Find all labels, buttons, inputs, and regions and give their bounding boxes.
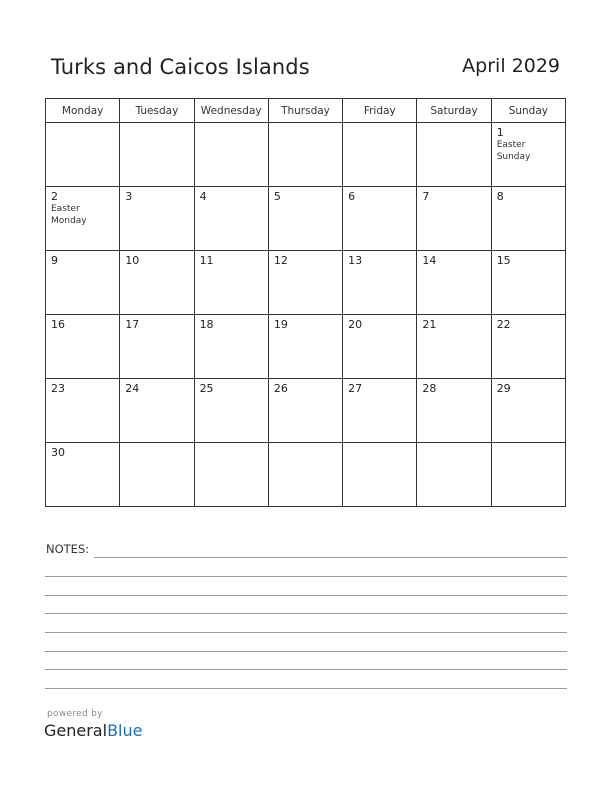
day-cell[interactable] xyxy=(491,251,565,315)
brand-general: General xyxy=(44,721,108,740)
notes-label: NOTES: xyxy=(46,542,90,556)
day-number: 27 xyxy=(348,382,363,395)
notes-line xyxy=(45,576,567,577)
day-number: 12 xyxy=(273,254,288,267)
day-cell[interactable] xyxy=(46,379,120,443)
day-cell[interactable] xyxy=(194,315,268,379)
notes-line xyxy=(45,613,567,614)
day-cell[interactable] xyxy=(194,379,268,443)
weekday-monday: Monday xyxy=(46,99,120,123)
day-cell[interactable] xyxy=(343,123,417,187)
notes-line xyxy=(45,669,567,670)
week-row xyxy=(46,251,566,315)
week-row xyxy=(46,315,566,379)
day-number: 20 xyxy=(348,318,363,331)
powered-by-text: powered by xyxy=(47,709,103,719)
day-cell[interactable] xyxy=(194,123,268,187)
day-cell[interactable] xyxy=(417,443,491,507)
day-number: 10 xyxy=(125,254,140,267)
day-number: 19 xyxy=(273,318,288,331)
weekday-header-row xyxy=(46,99,566,123)
day-number: 17 xyxy=(125,318,140,331)
calendar-grid xyxy=(45,98,566,507)
day-number: 25 xyxy=(199,382,214,395)
day-number: 2 xyxy=(51,190,58,203)
notes-line xyxy=(94,557,567,558)
day-number: 1 xyxy=(496,126,504,139)
day-cell[interactable] xyxy=(194,251,268,315)
week-row xyxy=(46,379,566,443)
day-cell[interactable] xyxy=(268,315,342,379)
day-cell[interactable] xyxy=(268,379,342,443)
weekday-wednesday: Wednesday xyxy=(194,99,268,123)
day-number: 13 xyxy=(348,254,363,267)
day-number: 22 xyxy=(496,318,511,331)
day-cell[interactable] xyxy=(343,251,417,315)
day-cell[interactable] xyxy=(194,443,268,507)
notes-line xyxy=(45,632,567,633)
day-cell[interactable] xyxy=(343,443,417,507)
day-number: 18 xyxy=(199,318,214,331)
day-number: 30 xyxy=(51,446,65,459)
day-number: 24 xyxy=(125,382,140,395)
day-number: 11 xyxy=(199,254,214,267)
weekday-sunday: Sunday xyxy=(491,99,565,123)
month-label: April 2029 xyxy=(462,55,560,77)
day-number: 3 xyxy=(125,190,133,203)
weekday-tuesday: Tuesday xyxy=(120,99,194,123)
weekday-thursday: Thursday xyxy=(268,99,342,123)
day-number: 21 xyxy=(422,318,437,331)
holiday-label: Sunday xyxy=(496,152,531,162)
day-cell[interactable] xyxy=(120,443,194,507)
day-cell[interactable] xyxy=(194,187,268,251)
day-number: 9 xyxy=(51,254,58,267)
holiday-label: Monday xyxy=(51,216,87,226)
holiday-label: Easter xyxy=(496,140,526,150)
day-cell[interactable] xyxy=(491,315,565,379)
day-cell[interactable] xyxy=(46,315,120,379)
day-number: 16 xyxy=(51,318,65,331)
day-cell[interactable] xyxy=(417,123,491,187)
day-number: 8 xyxy=(496,190,504,203)
day-number: 6 xyxy=(348,190,356,203)
day-cell[interactable] xyxy=(120,251,194,315)
brand-blue: Blue xyxy=(107,721,143,740)
day-cell[interactable] xyxy=(268,187,342,251)
day-cell[interactable] xyxy=(343,187,417,251)
day-cell[interactable] xyxy=(120,315,194,379)
day-number: 15 xyxy=(496,254,511,267)
day-cell[interactable] xyxy=(491,123,565,187)
day-cell[interactable] xyxy=(120,379,194,443)
weekday-saturday: Saturday xyxy=(417,99,491,123)
day-number: 4 xyxy=(199,190,207,203)
day-cell[interactable] xyxy=(268,443,342,507)
day-number: 23 xyxy=(51,382,65,395)
day-number: 7 xyxy=(422,190,430,203)
day-cell[interactable] xyxy=(343,315,417,379)
day-cell[interactable] xyxy=(491,443,565,507)
day-cell[interactable] xyxy=(46,123,120,187)
weekday-friday: Friday xyxy=(343,99,417,123)
day-cell[interactable] xyxy=(268,123,342,187)
day-cell[interactable] xyxy=(491,379,565,443)
notes-line xyxy=(45,595,567,596)
day-cell[interactable] xyxy=(120,123,194,187)
calendar-title: Turks and Caicos Islands xyxy=(51,55,310,79)
day-cell[interactable] xyxy=(268,251,342,315)
day-cell[interactable] xyxy=(417,187,491,251)
day-cell[interactable] xyxy=(491,187,565,251)
day-number: 28 xyxy=(422,382,437,395)
day-cell[interactable] xyxy=(417,379,491,443)
holiday-label: Easter xyxy=(51,204,80,214)
day-cell[interactable] xyxy=(46,251,120,315)
day-number: 26 xyxy=(273,382,288,395)
day-cell[interactable] xyxy=(46,443,120,507)
day-cell[interactable] xyxy=(46,187,120,251)
week-row xyxy=(46,443,566,507)
day-cell[interactable] xyxy=(417,315,491,379)
day-cell[interactable] xyxy=(343,379,417,443)
week-row xyxy=(46,123,566,187)
day-cell[interactable] xyxy=(417,251,491,315)
day-number: 14 xyxy=(422,254,437,267)
day-number: 29 xyxy=(496,382,511,395)
notes-line xyxy=(45,688,567,689)
day-cell[interactable] xyxy=(120,187,194,251)
notes-line xyxy=(45,651,567,652)
brand-logo[interactable] xyxy=(44,721,142,740)
day-number: 5 xyxy=(273,190,281,203)
week-row xyxy=(46,187,566,251)
